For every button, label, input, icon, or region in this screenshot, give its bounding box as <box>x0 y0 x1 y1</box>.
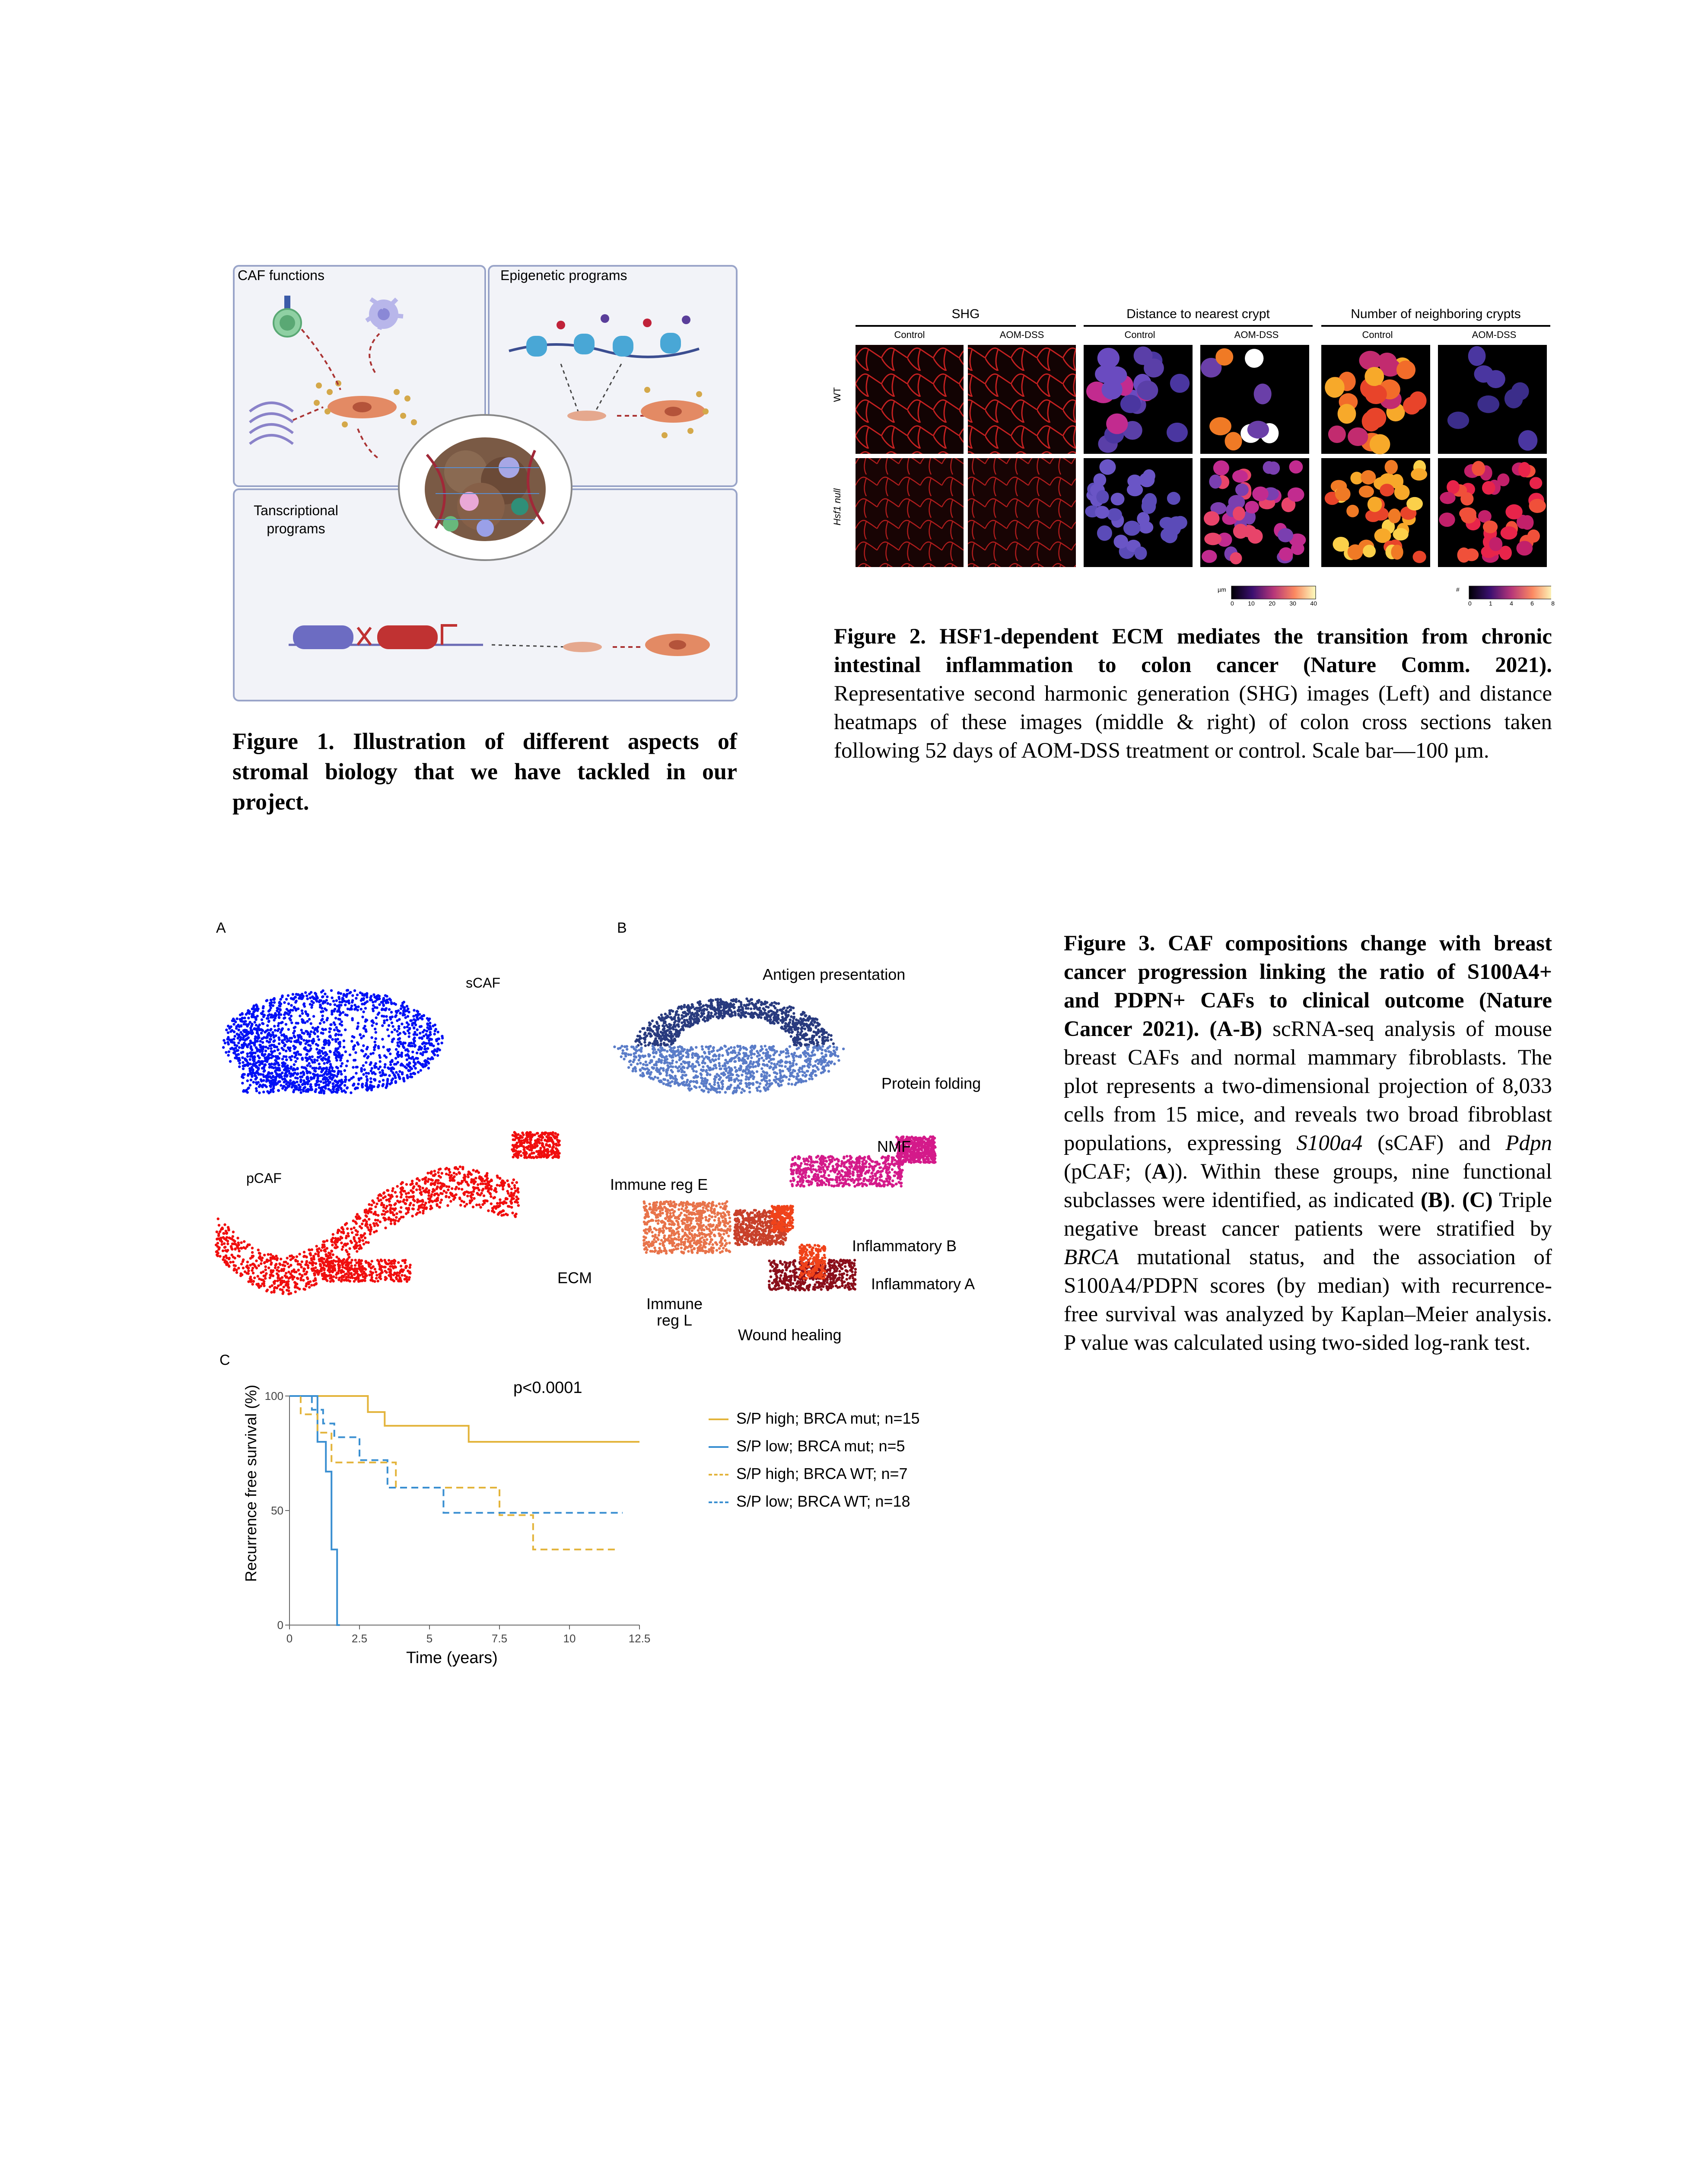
figure-1-label: Figure 1. <box>232 728 334 754</box>
figure-1-caption-text: Illustration of different aspects of stromal biology that we have tackled in our project. <box>232 728 737 815</box>
fig3-caption-gene: S100a4 <box>1296 1131 1363 1155</box>
x-tick-label: 5 <box>426 1632 433 1645</box>
fig3-caption-gene: BRCA <box>1064 1245 1119 1269</box>
umap-cluster <box>642 1200 732 1255</box>
figure-2-caption <box>834 622 1552 765</box>
fig3-caption-text: (pCAF; ( <box>1064 1160 1152 1184</box>
x-tick-label: 0 <box>286 1632 293 1645</box>
colorbar-tick: 1 <box>1489 600 1492 607</box>
caf-cell-icon <box>328 396 397 418</box>
fig3-caption-ref: (B) <box>1420 1188 1450 1212</box>
heatmap-panel <box>1438 345 1547 454</box>
umap-label-ecm: ECM <box>557 1269 592 1287</box>
umap-cluster <box>323 1259 412 1283</box>
fig3-caption-text: (sCAF) and <box>1362 1131 1506 1155</box>
y-tick-label: 50 <box>271 1504 283 1517</box>
row-label-wt: WT <box>832 387 843 402</box>
colorbar-distance <box>1231 586 1316 599</box>
km-series-line <box>289 1396 623 1513</box>
umap-label-scaf: sCAF <box>466 975 500 991</box>
figure-2-micrographs <box>856 345 1551 604</box>
figure-1-illustration <box>232 265 738 702</box>
figure-2-caption-bold: Figure 2. HSF1-dependent ECM mediates the transition from chronic intestinal inflammation to colon cancer (Nature Comm. 2021). <box>834 625 1552 677</box>
panel-letter-b: B <box>617 920 627 936</box>
panel-letter-c: C <box>219 1352 230 1368</box>
group-underline-distance <box>1084 325 1313 327</box>
tumor-icon <box>425 437 546 541</box>
umap-label-protein-folding: Protein folding <box>881 1074 981 1092</box>
km-series-line <box>289 1396 617 1549</box>
heatmap-panel <box>1321 458 1430 567</box>
cond-label: Control <box>894 329 925 340</box>
fig3-caption-text: . <box>1450 1188 1462 1212</box>
colorbar-tick: 40 <box>1310 600 1317 607</box>
colorbar-unit: µm <box>1218 586 1226 593</box>
umap-label-inflammatory-b: Inflammatory B <box>852 1237 957 1255</box>
km-series-line <box>289 1396 639 1442</box>
shg-wt-control <box>856 345 964 454</box>
x-tick-label: 10 <box>563 1632 576 1645</box>
heatmap-panel <box>1084 458 1193 567</box>
x-tick-label: 7.5 <box>491 1632 508 1645</box>
group-underline-shg <box>856 325 1076 327</box>
shg-hsf1-aomdss <box>968 458 1076 567</box>
fig3-caption-text: mutational status, and the association of S100A4/PDPN scores (by median) with recurrence-free survival was analyzed by Kaplan–Meier analysis. P value was calculated using two-sided log-rank test. <box>1064 1245 1552 1355</box>
colorbar-tick: 30 <box>1289 600 1296 607</box>
umap-label-immune-reg-e: Immune reg E <box>610 1176 708 1193</box>
km-ylabel: Recurrence free survival (%) <box>242 1384 260 1582</box>
heatmap-panel <box>1438 458 1547 567</box>
umap-label-wound-healing: Wound healing <box>738 1326 842 1344</box>
legend-item <box>709 1432 976 1460</box>
legend-label: S/P high; BRCA WT; n=7 <box>736 1465 908 1482</box>
legend-label: S/P low; BRCA mut; n=5 <box>736 1437 905 1455</box>
fig3-caption-ref: (C) <box>1462 1188 1493 1212</box>
colorbar-ticks <box>1231 600 1317 607</box>
legend-item <box>709 1460 976 1488</box>
umap-label-nmf: NMF <box>877 1138 911 1155</box>
colorbar-tick: 0 <box>1468 600 1472 607</box>
legend-item <box>709 1405 976 1432</box>
km-series-line <box>289 1396 340 1625</box>
legend-label: S/P high; BRCA mut; n=15 <box>736 1409 920 1427</box>
colorbar-tick: 4 <box>1510 600 1513 607</box>
umap-cluster <box>798 1243 827 1280</box>
y-tick-label: 100 <box>264 1390 283 1402</box>
figure-2 <box>832 303 1555 607</box>
km-xlabel: Time (years) <box>406 1649 498 1667</box>
shg-hsf1-control <box>856 458 964 567</box>
y-tick-label: 0 <box>277 1619 283 1632</box>
legend-item <box>709 1488 976 1515</box>
x-tick-label: 12.5 <box>628 1632 651 1645</box>
umap-cluster <box>511 1131 561 1159</box>
fig3-caption-bold: Figure 3. CAF compositions change with breast cancer progression linking the ratio of S100A4+ and PDPN+ CAFs to clinical outcome (Nature Cancer 2021). (A-B) <box>1064 931 1552 1041</box>
legend-label: S/P low; BRCA WT; n=18 <box>736 1492 910 1510</box>
fig3-caption-ref: A <box>1151 1160 1168 1184</box>
figure-1 <box>232 265 738 702</box>
umap-cluster <box>634 998 835 1048</box>
group-header-distance: Distance to nearest crypt <box>1126 307 1270 321</box>
colorbar-tick: 10 <box>1248 600 1255 607</box>
km-annotation: p<0.0001 <box>513 1379 582 1397</box>
umap-cluster <box>613 1045 845 1095</box>
umap-cluster <box>789 1155 904 1188</box>
umap-label-antigen: Antigen presentation <box>763 966 906 983</box>
heatmap-panel <box>1084 345 1193 454</box>
legend-swatch <box>709 1446 728 1448</box>
figure-1-caption <box>232 726 737 817</box>
figure-3-caption <box>1064 929 1552 1357</box>
panel-title-caf-functions: CAF functions <box>238 268 324 283</box>
group-underline-neighbors <box>1321 325 1550 327</box>
group-header-neighbors: Number of neighboring crypts <box>1351 307 1521 321</box>
umap-label-inflammatory-a: Inflammatory A <box>871 1275 975 1293</box>
heatmap-panel <box>1321 345 1430 454</box>
figure-2-caption-text: Representative second harmonic generation (SHG) images (Left) and distance heatmaps of these images (middle & right) of colon cross sections taken following 52 days of AOM-DSS treatment or control. Scale bar—100 µm. <box>834 682 1552 763</box>
legend-swatch <box>709 1501 728 1503</box>
fig3-caption-text: scRNA-seq analysis of mouse breast CAFs and normal mammary fibroblasts. The plot represents a two-dimensional projection of 8,033 cells from 15 mice, and reveals two broad fibroblast populations, expressing <box>1064 1017 1552 1155</box>
group-header-shg: SHG <box>951 307 980 321</box>
legend-swatch <box>709 1474 728 1476</box>
fig3-caption-text: )). Within these groups, nine functional subclasses were identified, as indicated <box>1064 1160 1552 1212</box>
cond-label: AOM-DSS <box>1472 329 1517 340</box>
shg-wt-aomdss <box>968 345 1076 454</box>
colorbar-unit: # <box>1456 586 1460 593</box>
panel-title-transcriptional: Tanscriptional programs <box>254 503 338 536</box>
colorbar-tick: 0 <box>1231 600 1234 607</box>
cond-label: AOM-DSS <box>1234 329 1279 340</box>
cond-label: Control <box>1124 329 1155 340</box>
colorbar-tick: 8 <box>1551 600 1555 607</box>
cond-label: AOM-DSS <box>999 329 1044 340</box>
legend-swatch <box>709 1418 728 1420</box>
colorbar-neighbors <box>1469 586 1551 599</box>
cond-label: Control <box>1362 329 1393 340</box>
panel-letter-a: A <box>216 920 226 936</box>
heatmap-panel <box>1200 458 1309 567</box>
x-tick-label: 2.5 <box>351 1632 368 1645</box>
fig3-caption-text: Triple negative breast cancer patients were stratified by <box>1064 1188 1552 1241</box>
colorbar-ticks <box>1468 600 1555 607</box>
colorbar-tick: 6 <box>1530 600 1534 607</box>
colorbar-tick: 20 <box>1269 600 1275 607</box>
row-label-hsf1: Hsf1 null <box>832 488 843 526</box>
umap-label-immune-reg-l: Immune reg L <box>646 1295 703 1329</box>
panel-title-epigenetic: Epigenetic programs <box>500 268 627 283</box>
umap-label-pcaf: pCAF <box>246 1170 282 1186</box>
km-legend <box>709 1405 976 1515</box>
fig3-caption-gene: Pdpn <box>1505 1131 1552 1155</box>
heatmap-panel <box>1200 345 1309 454</box>
